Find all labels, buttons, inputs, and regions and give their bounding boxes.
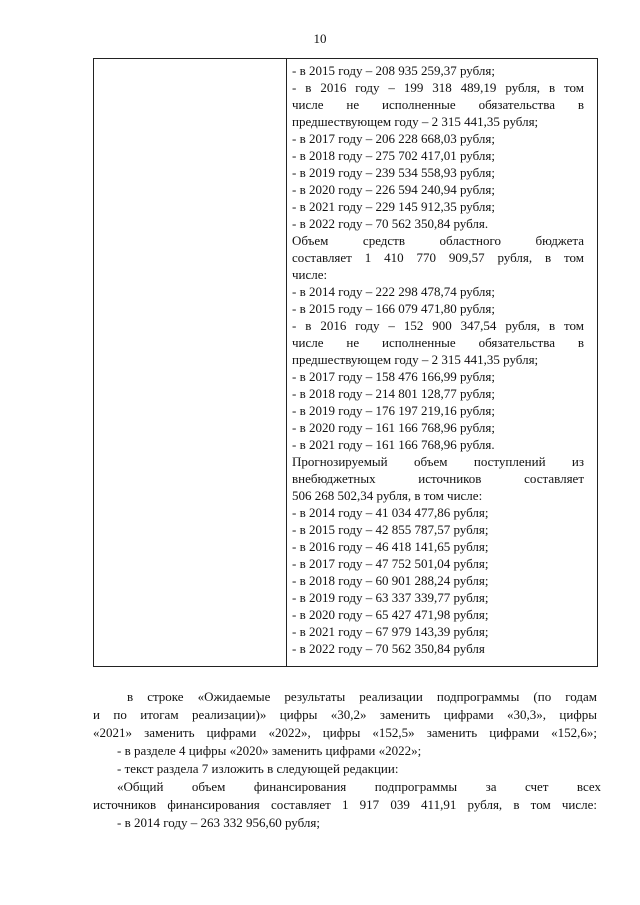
table-text-line: предшествующем году – 2 315 441,35 рубля;: [292, 114, 539, 129]
table-text-line: Прогнозируемый объем поступлений из: [292, 454, 584, 469]
table-text-line: - в 2021 году – 67 979 143,39 рубля;: [292, 624, 489, 639]
table-text-line: - в 2014 году – 41 034 477,86 рубля;: [292, 505, 489, 520]
table-text-line: - в 2016 году – 199 318 489,19 рубля, в том: [292, 80, 584, 95]
page-number: 10: [313, 31, 327, 46]
table-text-line: предшествующем году – 2 315 441,35 рубля;: [292, 352, 539, 367]
table-column-divider: [286, 59, 287, 666]
table-text-line: числе не исполненные обязательства в: [292, 97, 584, 112]
table-text-line: составляет 1 410 770 909,57 рубля, в том: [292, 250, 584, 265]
table-text-line: числе:: [292, 267, 328, 282]
table-text-line: 506 268 502,34 рубля, в том числе:: [292, 488, 483, 503]
table-text-line: - в 2015 году – 42 855 787,57 рубля;: [292, 522, 489, 537]
document-body: [93, 688, 601, 832]
table-text-line: - в 2020 году – 65 427 471,98 рубля;: [292, 607, 489, 622]
table-text-line: - в 2018 году – 275 702 417,01 рубля;: [292, 148, 495, 163]
paragraph-total-financing-line: источников финансирования составляет 1 917 039 411,91 рубля, в том числе:: [93, 797, 597, 812]
table-text-line: - в 2019 году – 239 534 558,93 рубля;: [292, 165, 495, 180]
table-text-line: - в 2015 году – 208 935 259,37 рубля;: [292, 63, 495, 78]
table-text-line: - в 2018 году – 214 801 128,77 рубля;: [292, 386, 495, 401]
table-text-line: Объем средств областного бюджета: [292, 233, 584, 248]
paragraph-expected-results-line: в строке «Ожидаемые результаты реализации подпрограммы (по годам: [127, 689, 597, 704]
table-text-line: - в 2014 году – 222 298 478,74 рубля;: [292, 284, 495, 299]
table-text-line: - в 2020 году – 226 594 240,94 рубля;: [292, 182, 495, 197]
table-text-line: внебюджетных источников составляет: [292, 471, 584, 486]
table-text-line: - в 2018 году – 60 901 288,24 рубля;: [292, 573, 489, 588]
paragraph-expected-results-line: и по итогам реализации)» цифры «30,2» заменить цифрами «30,3», цифры: [93, 707, 597, 722]
table-text-line: - в 2019 году – 176 197 219,16 рубля;: [292, 403, 495, 418]
table-text-line: - в 2017 году – 206 228 668,03 рубля;: [292, 131, 495, 146]
table-text-line: - в 2022 году – 70 562 350,84 рубля: [292, 641, 485, 656]
paragraph-total-financing-line: «Общий объем финансирования подпрограммы за счет всех: [117, 779, 601, 794]
paragraph-expected-results-line: «2021» заменить цифрами «2022», цифры «152,5» заменить цифрами «152,6»;: [93, 725, 597, 740]
table-text-line: - в 2017 году – 47 752 501,04 рубля;: [292, 556, 489, 571]
financing-table: [93, 58, 598, 667]
table-text-line: - в 2015 году – 166 079 471,80 рубля;: [292, 301, 495, 316]
table-text-line: - в 2021 году – 229 145 912,35 рубля;: [292, 199, 495, 214]
table-text-line: числе не исполненные обязательства в: [292, 335, 584, 350]
table-text-line: - в 2016 году – 152 900 347,54 рубля, в том: [292, 318, 584, 333]
table-text-line: - в 2016 году – 46 418 141,65 рубля;: [292, 539, 489, 554]
table-text-line: - в 2019 году – 63 337 339,77 рубля;: [292, 590, 489, 605]
paragraph-section-4: - в разделе 4 цифры «2020» заменить цифрами «2022»;: [117, 743, 422, 758]
paragraph-2014-amount: - в 2014 году – 263 332 956,60 рубля;: [117, 815, 320, 830]
table-text-line: - в 2017 году – 158 476 166,99 рубля;: [292, 369, 495, 384]
table-cell-financing-text: [292, 62, 584, 657]
paragraph-section-7: - текст раздела 7 изложить в следующей редакции:: [117, 761, 399, 776]
table-text-line: - в 2020 году – 161 166 768,96 рубля;: [292, 420, 495, 435]
table-text-line: - в 2022 году – 70 562 350,84 рубля.: [292, 216, 489, 231]
table-text-line: - в 2021 году – 161 166 768,96 рубля.: [292, 437, 495, 452]
